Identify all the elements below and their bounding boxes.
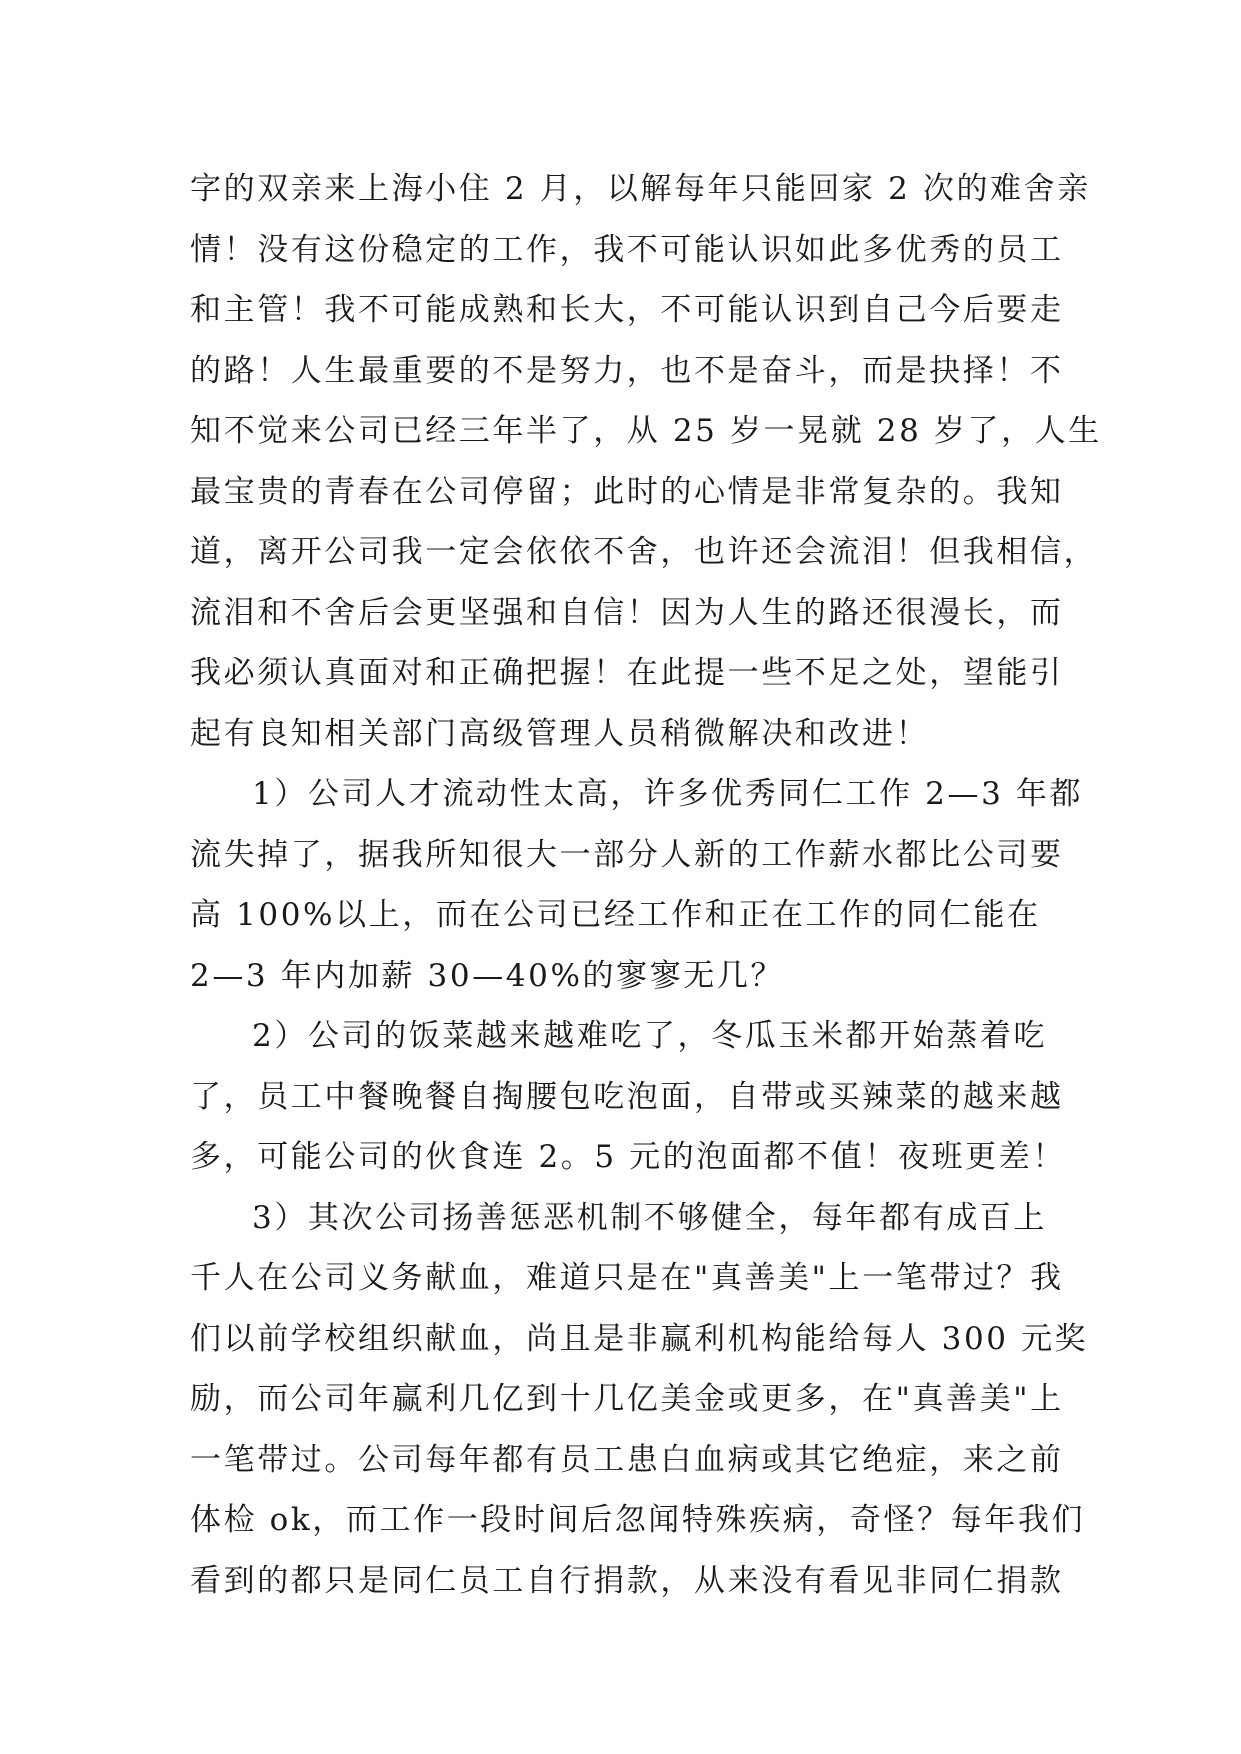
text-line: 起有良知相关部门高级管理人员稍微解决和改进！: [190, 715, 930, 752]
text-line: 了，员工中餐晚餐自掏腰包吃泡面，自带或买辣菜的越来越: [190, 1078, 1064, 1115]
text-line: 2—3 年内加薪 30—40%的寥寥无几？: [190, 957, 785, 994]
text-line: 高 100%以上，而在公司已经工作和正在工作的同仁能在: [190, 897, 1041, 933]
text-line: 励，而公司年赢利几亿到十几亿美金或更多，在"真善美"上: [190, 1381, 1064, 1417]
text-line: 道，离开公司我一定会依依不舍，也许还会流泪！但我相信，: [190, 534, 1098, 570]
text-line: 千人在公司义务献血，难道只是在"真善美"上一笔带过？我: [190, 1260, 1064, 1296]
text-line: 我必须认真面对和正确把握！在此提一些不足之处，望能引: [190, 655, 1064, 691]
text-line: 和主管！我不可能成熟和长大，不可能认识到自己今后要走: [190, 292, 1064, 328]
list-item-3-line: 3）其次公司扬善惩恶机制不够健全，每年都有成百上: [252, 1199, 1048, 1236]
text-line: 一笔带过。公司每年都有员工患白血病或其它绝症，来之前: [190, 1441, 1064, 1478]
text-line: 体检 ok，而工作一段时间后忽闻特殊疾病，奇怪？每年我们: [190, 1502, 1086, 1538]
text-line: 情！没有这份稳定的工作，我不可能认识如此多优秀的员工: [190, 231, 1064, 268]
text-line: 们以前学校组织献血，尚且是非赢利机构能给每人 300 元奖: [190, 1320, 1089, 1357]
list-item-1-line: 1）公司人才流动性太高，许多优秀同仁工作 2—3 年都: [252, 776, 1084, 812]
text-line: 知不觉来公司已经三年半了，从 25 岁一晃就 28 岁了，人生: [190, 413, 1102, 449]
text-line: 字的双亲来上海小住 2 月，以解每年只能回家 2 次的难舍亲: [190, 171, 1091, 207]
text-line: 流泪和不舍后会更坚强和自信！因为人生的路还很漫长，而: [190, 594, 1064, 631]
text-line: 的路！人生最重要的不是努力，也不是奋斗，而是抉择！不: [190, 352, 1064, 389]
text-line: 最宝贵的青春在公司停留；此时的心情是非常复杂的。我知: [190, 473, 1064, 510]
text-line: 看到的都只是同仁员工自行捐款，从来没有看见非同仁捐款: [190, 1562, 1064, 1599]
text-line: 流失掉了，据我所知很大一部分人新的工作薪水都比公司要: [190, 836, 1064, 873]
list-item-2-line: 2）公司的饭菜越来越难吃了，冬瓜玉米都开始蒸着吃: [252, 1018, 1048, 1054]
document-body: [190, 159, 1102, 1611]
text-line: 多，可能公司的伙食连 2。5 元的泡面都不值！夜班更差！: [190, 1139, 1066, 1175]
